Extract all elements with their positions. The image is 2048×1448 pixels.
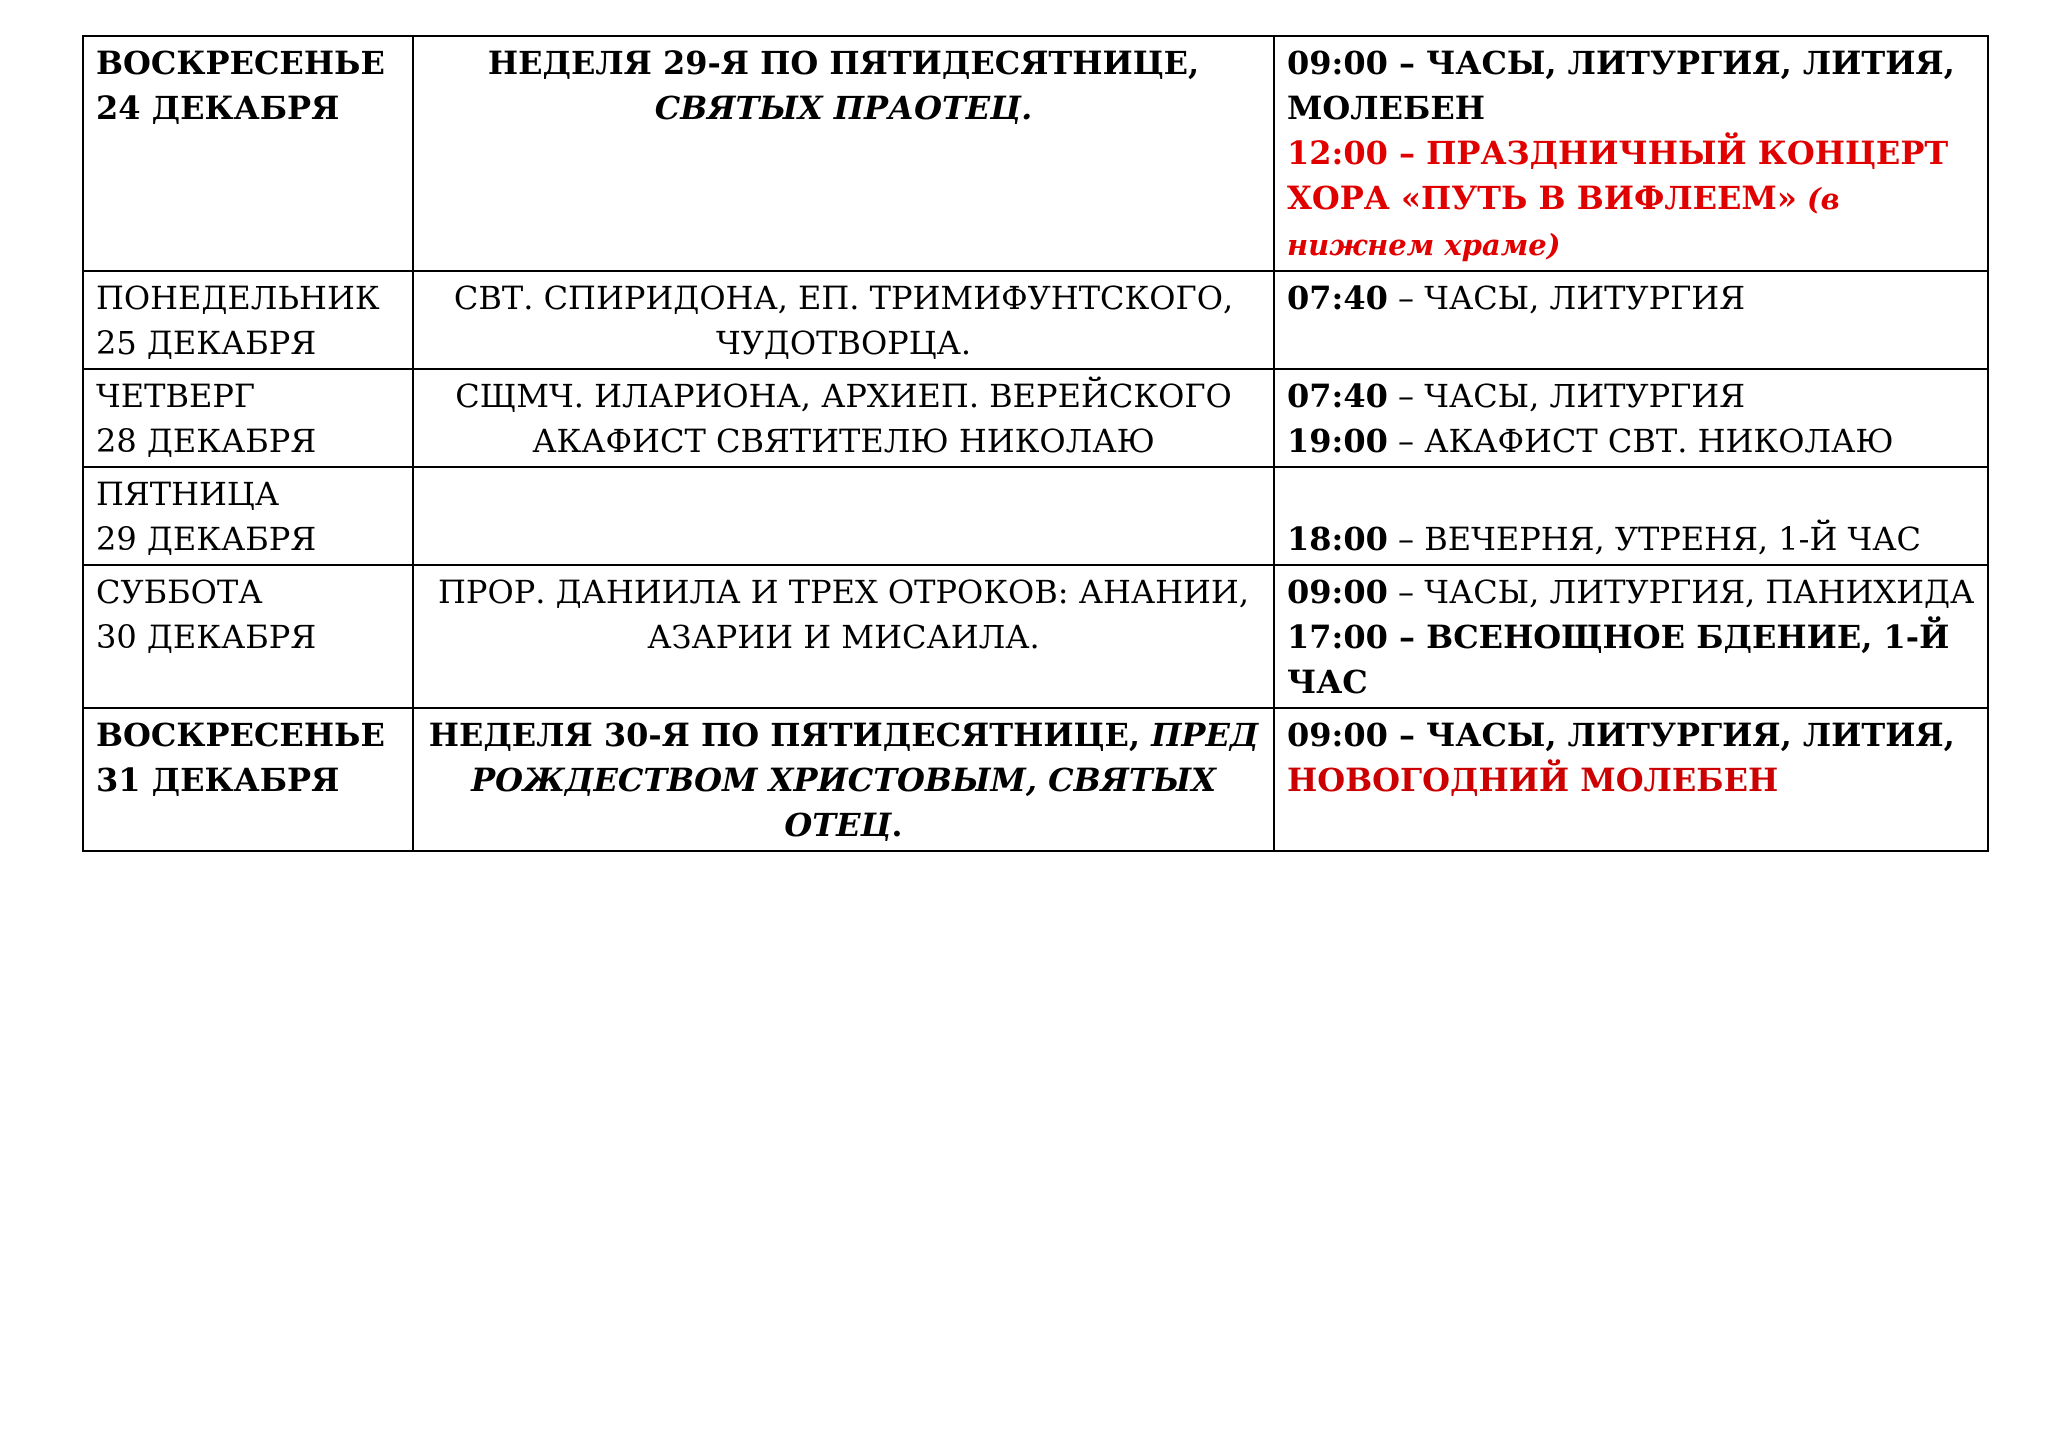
day-date: 25 ДЕКАБРЯ [96, 324, 317, 362]
day-name: СУББОТА [96, 573, 263, 611]
day-name: ПОНЕДЕЛЬНИК [96, 279, 380, 317]
concert-text: 12:00 – ПРАЗДНИЧНЫЙ КОНЦЕРТ ХОРА «ПУТЬ В ВИФЛЕЕМ» [1287, 134, 1949, 217]
service-line-highlight [1287, 131, 1975, 268]
service-line-highlight: НОВОГОДНИЙ МОЛЕБЕН [1287, 761, 1779, 799]
services-cell [1274, 467, 1988, 565]
feast-italic-text: ПРЕД РОЖДЕСТВОМ ХРИСТОВЫМ, СВЯТЫХ ОТЕЦ [471, 716, 1259, 844]
day-date: 24 ДЕКАБРЯ [96, 89, 340, 127]
feast-text: ПРОР. ДАНИИЛА И ТРЕХ ОТРОКОВ: АНАНИИ, АЗАРИИ И МИСАИЛА. [438, 573, 1249, 656]
service-line [1287, 419, 1975, 464]
feast-cell [413, 467, 1274, 565]
service-line [1287, 374, 1975, 419]
service-text: – ЧАСЫ, ЛИТУРГИЯ [1387, 377, 1746, 415]
feast-italic-text: СВЯТЫХ ПРАОТЕЦ. [654, 89, 1033, 127]
schedule-row [83, 36, 1988, 271]
service-text: – ВЕЧЕРНЯ, УТРЕНЯ, 1-Й ЧАС [1387, 520, 1921, 558]
feast-cell [413, 708, 1274, 851]
day-name: ВОСКРЕСЕНЬЕ [96, 44, 385, 82]
feast-cell [413, 36, 1274, 271]
day-cell [83, 36, 413, 271]
schedule-row [83, 271, 1988, 369]
services-cell [1274, 369, 1988, 467]
feast-cell [413, 369, 1274, 467]
services-cell [1274, 36, 1988, 271]
schedule-row [83, 369, 1988, 467]
service-line: 09:00 – ЧАСЫ, ЛИТУРГИЯ, ЛИТИЯ, МОЛЕБЕН [1287, 44, 1955, 127]
service-line [1287, 517, 1975, 562]
day-date: 31 ДЕКАБРЯ [96, 761, 340, 799]
service-line: 17:00 – ВСЕНОЩНОЕ БДЕНИЕ, 1-Й ЧАС [1287, 618, 1950, 701]
feast-text: СВТ. СПИРИДОНА, ЕП. ТРИМИФУНТСКОГО, ЧУДОТВОРЦА. [453, 279, 1234, 362]
service-line: 09:00 – ЧАСЫ, ЛИТУРГИЯ, ЛИТИЯ, [1287, 716, 1955, 754]
service-schedule-table [82, 35, 1989, 852]
service-line [1287, 570, 1975, 615]
day-cell [83, 271, 413, 369]
location-note: (в нижнем храме) [1287, 182, 1840, 262]
service-text: – АКАФИСТ СВТ. НИКОЛАЮ [1387, 422, 1894, 460]
feast-text: НЕДЕЛЯ 29-Я ПО ПЯТИДЕСЯТНИЦЕ, [487, 44, 1200, 82]
service-time: 07:40 [1287, 279, 1388, 317]
service-line [1287, 276, 1975, 321]
service-time: 19:00 [1287, 422, 1388, 460]
services-cell [1274, 271, 1988, 369]
feast-cell [413, 565, 1274, 708]
services-cell [1274, 565, 1988, 708]
day-name: ЧЕТВЕРГ [96, 377, 256, 415]
feast-text: НЕДЕЛЯ 30-Я ПО ПЯТИДЕСЯТНИЦЕ, [428, 716, 1152, 754]
service-text: – ЧАСЫ, ЛИТУРГИЯ, ПАНИХИДА [1387, 573, 1975, 611]
feast-text: СЩМЧ. ИЛАРИОНА, АРХИЕП. ВЕРЕЙСКОГО [455, 377, 1232, 415]
day-cell [83, 369, 413, 467]
day-cell [83, 467, 413, 565]
day-cell [83, 565, 413, 708]
schedule-row [83, 565, 1988, 708]
services-cell [1274, 708, 1988, 851]
day-cell [83, 708, 413, 851]
day-name: ПЯТНИЦА [96, 475, 280, 513]
day-date: 30 ДЕКАБРЯ [96, 618, 317, 656]
schedule-row [83, 467, 1988, 565]
schedule-row [83, 708, 1988, 851]
service-time: 18:00 [1287, 520, 1388, 558]
feast-end: . [891, 806, 903, 844]
service-time: 07:40 [1287, 377, 1388, 415]
service-text: – ЧАСЫ, ЛИТУРГИЯ [1387, 279, 1746, 317]
day-name: ВОСКРЕСЕНЬЕ [96, 716, 385, 754]
feast-text: АКАФИСТ СВЯТИТЕЛЮ НИКОЛАЮ [532, 422, 1155, 460]
day-date: 29 ДЕКАБРЯ [96, 520, 317, 558]
service-time: 09:00 [1287, 573, 1388, 611]
blank-line [1287, 472, 1975, 517]
feast-cell [413, 271, 1274, 369]
day-date: 28 ДЕКАБРЯ [96, 422, 317, 460]
